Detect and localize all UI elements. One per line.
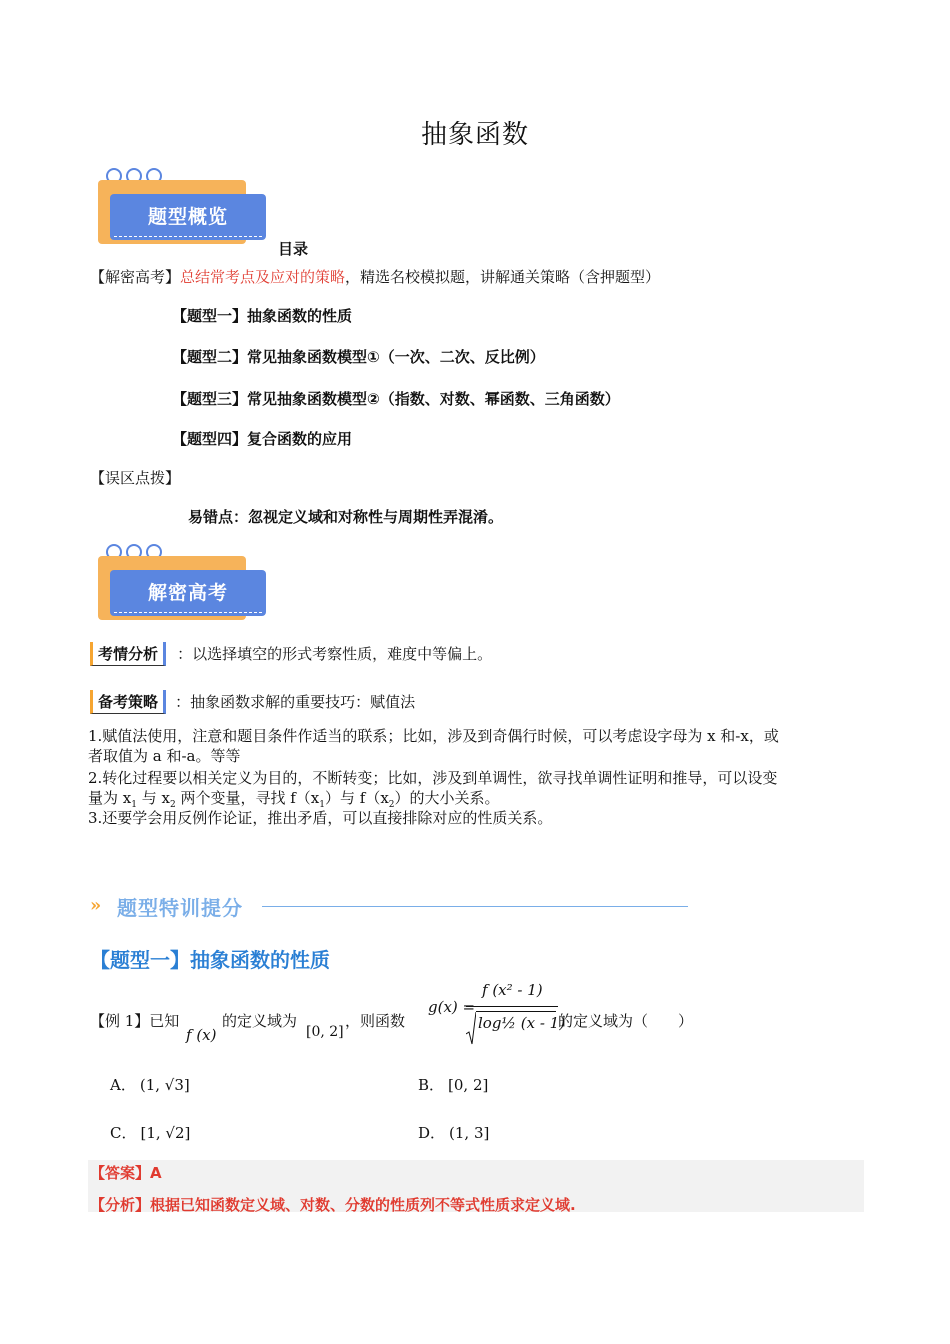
strategy-line-3: 3.还要学会用反例作论证，推出矛盾，可以直接排除对应的性质关系。 [88, 809, 553, 827]
kaoqing-row [90, 642, 492, 666]
type1-heading: 【题型一】抽象函数的性质 [90, 948, 330, 972]
example-text-2: ，则函数 [345, 1012, 406, 1030]
beikao-row [90, 690, 415, 714]
fraction-numerator: f (x² - 1) [482, 981, 543, 999]
section-header-rule [262, 906, 688, 907]
fraction-denominator: log½ (x - 1) [478, 1014, 566, 1032]
radical-sign [466, 1010, 476, 1046]
example-text-3: 的定义域为（ ） [558, 1012, 694, 1030]
badge-label: 解密高考 [110, 570, 266, 616]
example-label: 【例 1】已知 [90, 1012, 180, 1030]
section-badge-overview [92, 168, 272, 246]
section-header-text: 题型特训提分 [117, 896, 243, 920]
fraction-bar [466, 1006, 558, 1007]
badge-label: 题型概览 [110, 194, 266, 240]
strategy-line-2: 2.转化过程要以相关定义为目的，不断转变；比如，涉及到单调性，欲寻找单调性证明和推导，可以设变 [88, 769, 778, 787]
double-chevron-icon: » [90, 895, 102, 916]
yicuo-text: 易错点：忽视定义域和对称性与周期性弄混淆。 [188, 508, 504, 526]
toc-item-4[interactable]: 【题型四】复合函数的应用 [172, 430, 353, 448]
strategy-line-1b: 者取值为 a 和-a。等等 [88, 747, 241, 765]
answer-text: 【答案】A [90, 1164, 162, 1182]
wuqu-heading: 【误区点拨】 [90, 469, 181, 487]
toc-item-1[interactable]: 【题型一】抽象函数的性质 [172, 307, 353, 325]
strategy-line-2b: 量为 $x_1$ 与 $x_2$ 两个变量，寻找 $f(x_1)$与 $f(x_2)$的大小关系。 [88, 789, 500, 810]
toc-item-2[interactable]: 【题型二】常见抽象函数模型①（一次、二次、反比例） [172, 348, 545, 366]
gx-expression: g(x) = [428, 998, 476, 1016]
analysis-text: 【分析】根据已知函数定义域、对数、分数的性质列不等式性质求定义域. [90, 1196, 576, 1214]
toc-label: 目录 [278, 240, 309, 258]
kaoqing-tag: 考情分析 [90, 642, 166, 666]
fx-expression: f (x) [186, 1026, 217, 1044]
jiemi-line: 【解密高考】总结常考点及应对的策略，精选名校模拟题，讲解通关策略（含押题型） [90, 268, 661, 286]
domain-expression: [0, 2] [306, 1024, 344, 1040]
kaoqing-text: ：以选择填空的形式考察性质，难度中等偏上。 [177, 645, 493, 663]
option-a[interactable]: A． (1, √3] [110, 1076, 190, 1094]
beikao-text: ：抽象函数求解的重要技巧：赋值法 [175, 693, 416, 711]
strategy-line-1: 1.赋值法使用，注意和题目条件作适当的联系；比如，涉及到奇偶行时候，可以考虑设字母为 x 和-x，或 [88, 727, 779, 745]
toc-item-3[interactable]: 【题型三】常见抽象函数模型②（指数、对数、幂函数、三角函数） [172, 390, 620, 408]
option-d[interactable]: D． (1, 3] [418, 1124, 490, 1142]
section-badge-jiemi [92, 544, 272, 622]
page-title: 抽象函数 [420, 120, 529, 150]
example-text-1: 的定义域为 [222, 1012, 298, 1030]
option-c[interactable]: C． [1, √2] [110, 1124, 191, 1142]
beikao-tag: 备考策略 [90, 690, 166, 714]
option-b[interactable]: B． [0, 2] [418, 1076, 489, 1094]
section-header [90, 892, 690, 922]
